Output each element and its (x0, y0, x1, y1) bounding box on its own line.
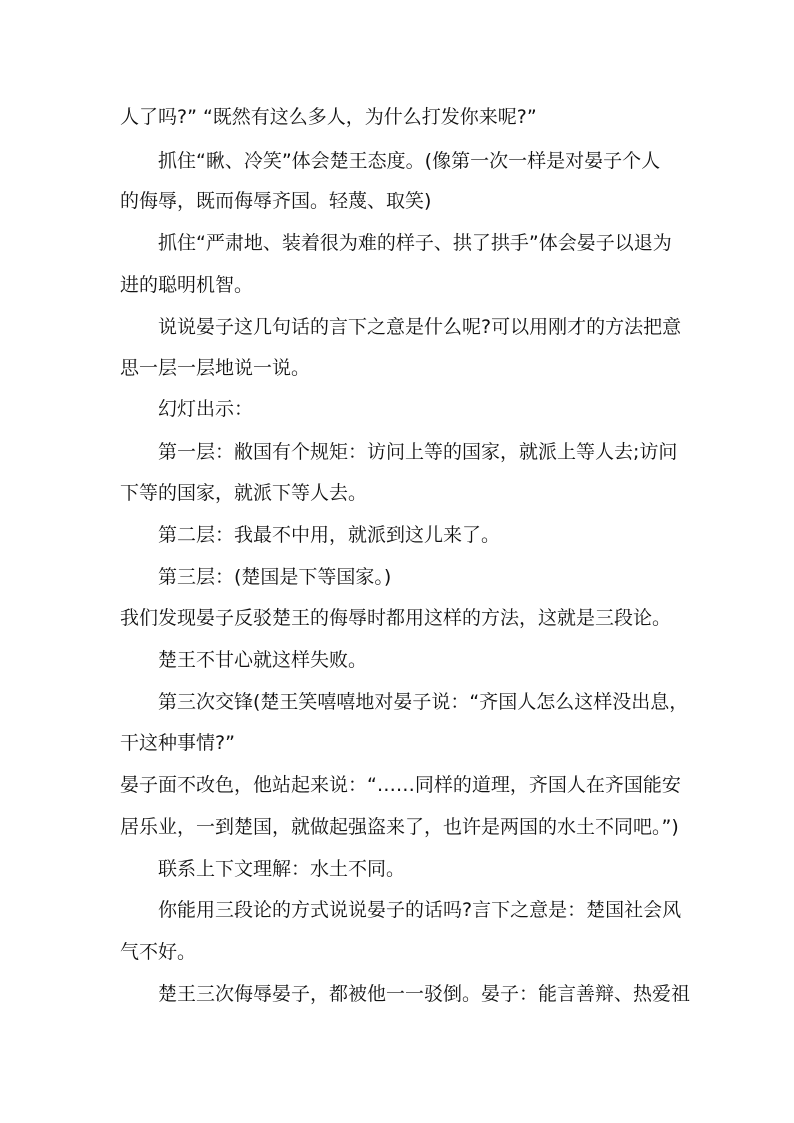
text-line-15: 第三次交锋(楚王笑嘻嘻地对晏子说：“齐国人怎么这样没出息， (158, 691, 689, 713)
text-line-5: 进的聪明机智。 (120, 274, 254, 296)
text-line-20: 你能用三段论的方式说说晏子的话吗?言下之意是：楚国社会风 (158, 899, 682, 921)
text-line-18: 居乐业，一到楚国，就做起强盗来了，也许是两国的水土不同吧。”) (120, 816, 679, 838)
text-line-14: 楚王不甘心就这样失败。 (158, 649, 368, 671)
text-line-7: 思一层一层地说一说。 (120, 357, 311, 379)
text-line-1: 人了吗?” “既然有这么多人，为什么打发你来呢?” (120, 106, 537, 128)
text-line-10: 下等的国家，就派下等人去。 (120, 482, 368, 504)
text-line-3: 的侮辱，既而侮辱齐国。轻蔑、取笑) (120, 190, 432, 212)
text-line-11: 第二层：我最不中用，就派到这儿来了。 (158, 524, 501, 546)
text-line-21: 气不好。 (120, 941, 197, 963)
text-line-2: 抓住“瞅、冷笑”体会楚王态度。(像第一次一样是对晏子个人 (158, 150, 661, 172)
text-line-12: 第三层：(楚国是下等国家。) (158, 566, 392, 588)
text-line-4: 抓住“严肃地、装着很为难的样子、拱了拱手”体会晏子以退为 (158, 232, 672, 254)
text-line-19: 联系上下文理解：水土不同。 (158, 858, 406, 880)
text-line-13: 我们发现晏子反驳楚王的侮辱时都用这样的方法，这就是三段论。 (120, 607, 672, 629)
text-line-8: 幻灯出示： (158, 398, 254, 420)
text-line-16: 干这种事情?” (120, 732, 235, 754)
text-line-6: 说说晏子这几句话的言下之意是什么呢?可以用刚才的方法把意 (158, 316, 682, 338)
text-line-17: 晏子面不改色，他站起来说：“……同样的道理，齐国人在齐国能安 (120, 774, 681, 796)
text-line-9: 第一层：敝国有个规矩：访问上等的国家，就派上等人去;访问 (158, 441, 678, 463)
text-line-22: 楚王三次侮辱晏子，都被他一一驳倒。晏子：能言善辩、热爱祖 (158, 983, 691, 1005)
